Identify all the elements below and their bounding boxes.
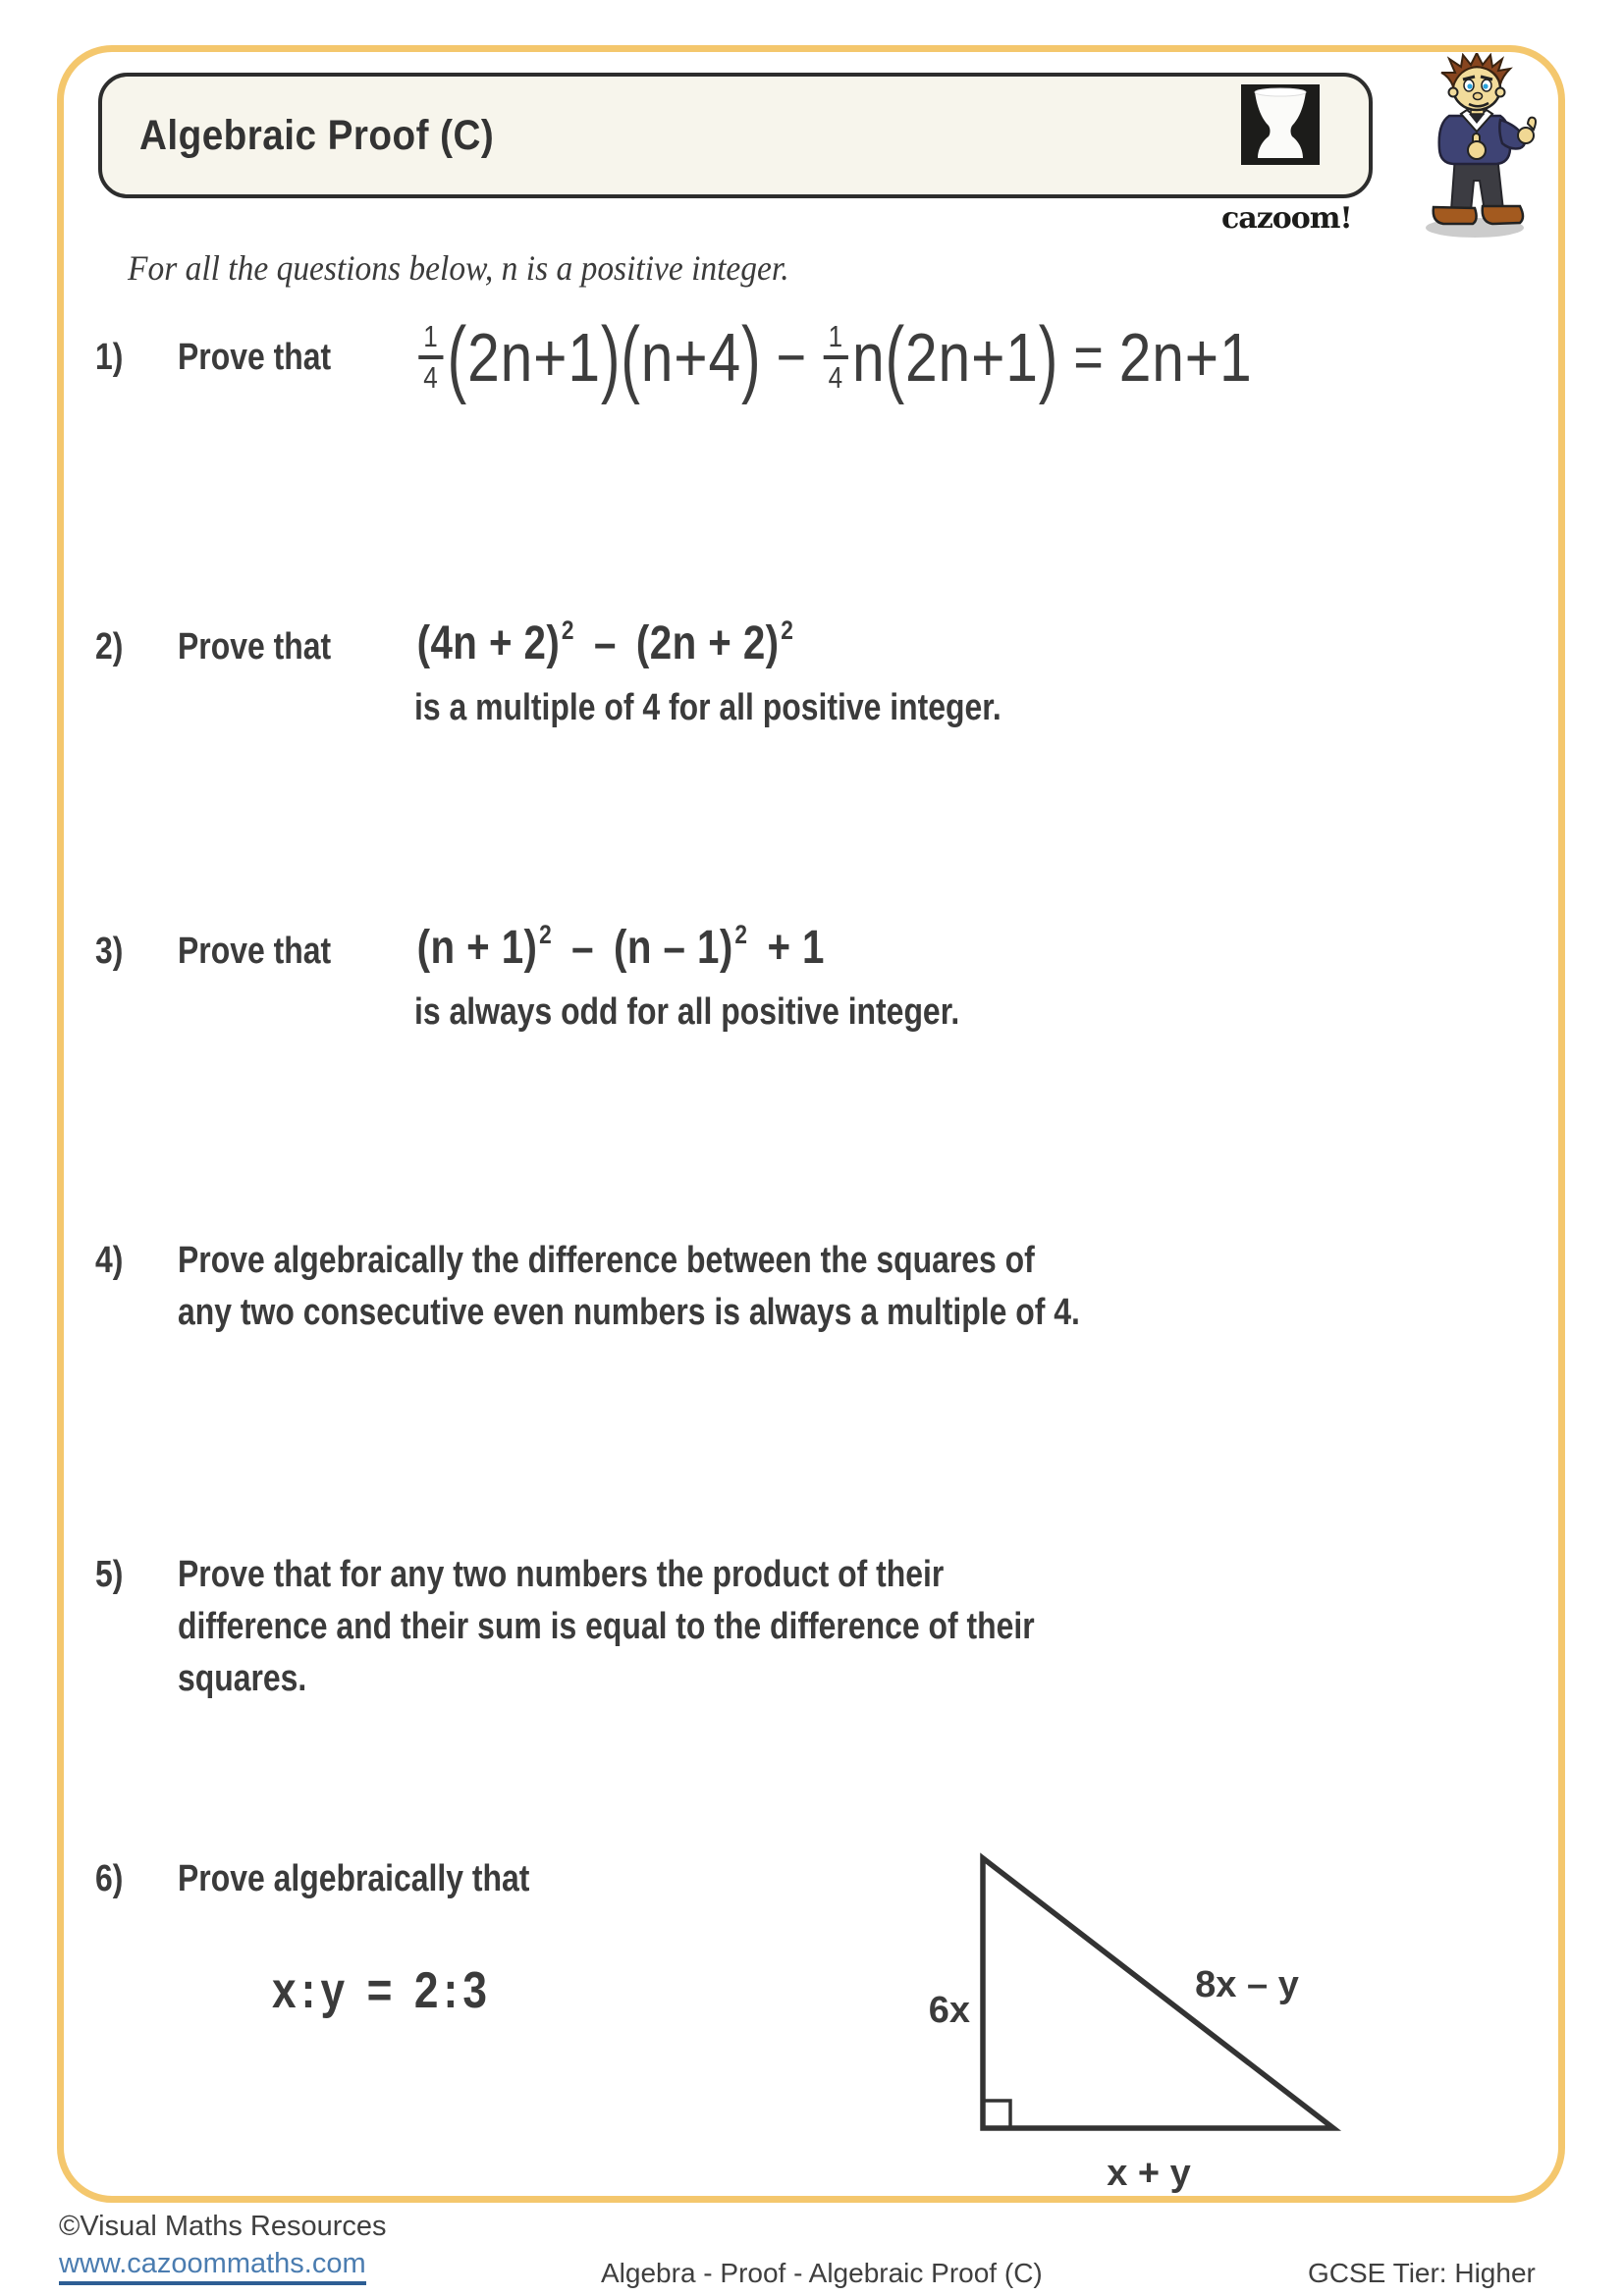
question-number: 5) (95, 1554, 124, 1595)
question-text (178, 1549, 1035, 1705)
title-bar (98, 73, 1373, 198)
question-formula: $\frac{1}{4}$ ( 2n+1 ) ( n+4 ) − $\frac{1}{4}$ n ( 2n+1 ) = 2n+1 (417, 318, 1253, 397)
fraction: $\frac{1}{4}$ (824, 321, 848, 393)
question-line: difference and their sum is equal to the difference of their (178, 1606, 1035, 1647)
ratio-equation: x:y = 2:3 (272, 1962, 493, 2019)
question-line: any two consecutive even numbers is always a multiple of 4. (178, 1292, 1080, 1333)
triangle-hypotenuse-label: 8x – y (1195, 1964, 1299, 2005)
page-title: Algebraic Proof (C) (139, 111, 495, 159)
fraction: $\frac{1}{4}$ (418, 321, 443, 393)
logo-wordmark: cazoom! (1221, 201, 1352, 236)
question-3 (95, 921, 963, 975)
question-line: Prove that for any two numbers the product of their (178, 1554, 945, 1595)
question-6 (95, 1853, 613, 1905)
cartoon-student-mascot (1404, 53, 1551, 240)
question-number: 4) (95, 1240, 124, 1281)
question-formula: $(n + 1)^2 - (n - 1)^2 + 1$ (416, 920, 825, 974)
question-number: 3) (95, 931, 124, 972)
question-label: Prove that (178, 931, 332, 972)
instruction-text: For all the questions below, n is a positive integer. (128, 248, 789, 288)
question-number: 2) (95, 626, 124, 667)
cazoom-logo (1221, 84, 1352, 236)
question-line: squares. (178, 1658, 307, 1699)
question-label: Prove algebraically that (178, 1858, 530, 1899)
question-text (178, 1235, 1080, 1339)
question-1 (95, 310, 1473, 404)
question-line: Prove algebraically the difference between the squares of (178, 1240, 1035, 1281)
copyright-text: ©Visual Maths Resources (59, 2211, 387, 2242)
question-number: 1) (95, 336, 124, 378)
question-label: Prove that (178, 626, 332, 667)
question-formula: $(4n + 2)^2 - (2n + 2)^2$ (416, 615, 794, 669)
question-3-caption: is always odd for all positive integer. (414, 991, 960, 1033)
djembe-drum-icon (1221, 84, 1339, 198)
question-4 (95, 1235, 1268, 1339)
question-label: Prove that (178, 336, 332, 378)
footer-tier-label: GCSE Tier: Higher (1308, 2258, 1536, 2288)
question-number: 6) (95, 1858, 124, 1899)
triangle-base-label: x + y (1107, 2153, 1191, 2194)
question-2-caption: is a multiple of 4 for all positive integer. (414, 687, 1001, 728)
triangle-side-left-label: 6x (928, 1990, 970, 2031)
question-2 (95, 616, 927, 670)
right-angle-marker (983, 2101, 1010, 2128)
website-link[interactable]: www.cazoommaths.com (59, 2248, 366, 2285)
footer-breadcrumb: Algebra - Proof - Algebraic Proof (C) (601, 2258, 1043, 2288)
question-5 (95, 1549, 1214, 1705)
right-triangle-figure (903, 1832, 1394, 2224)
